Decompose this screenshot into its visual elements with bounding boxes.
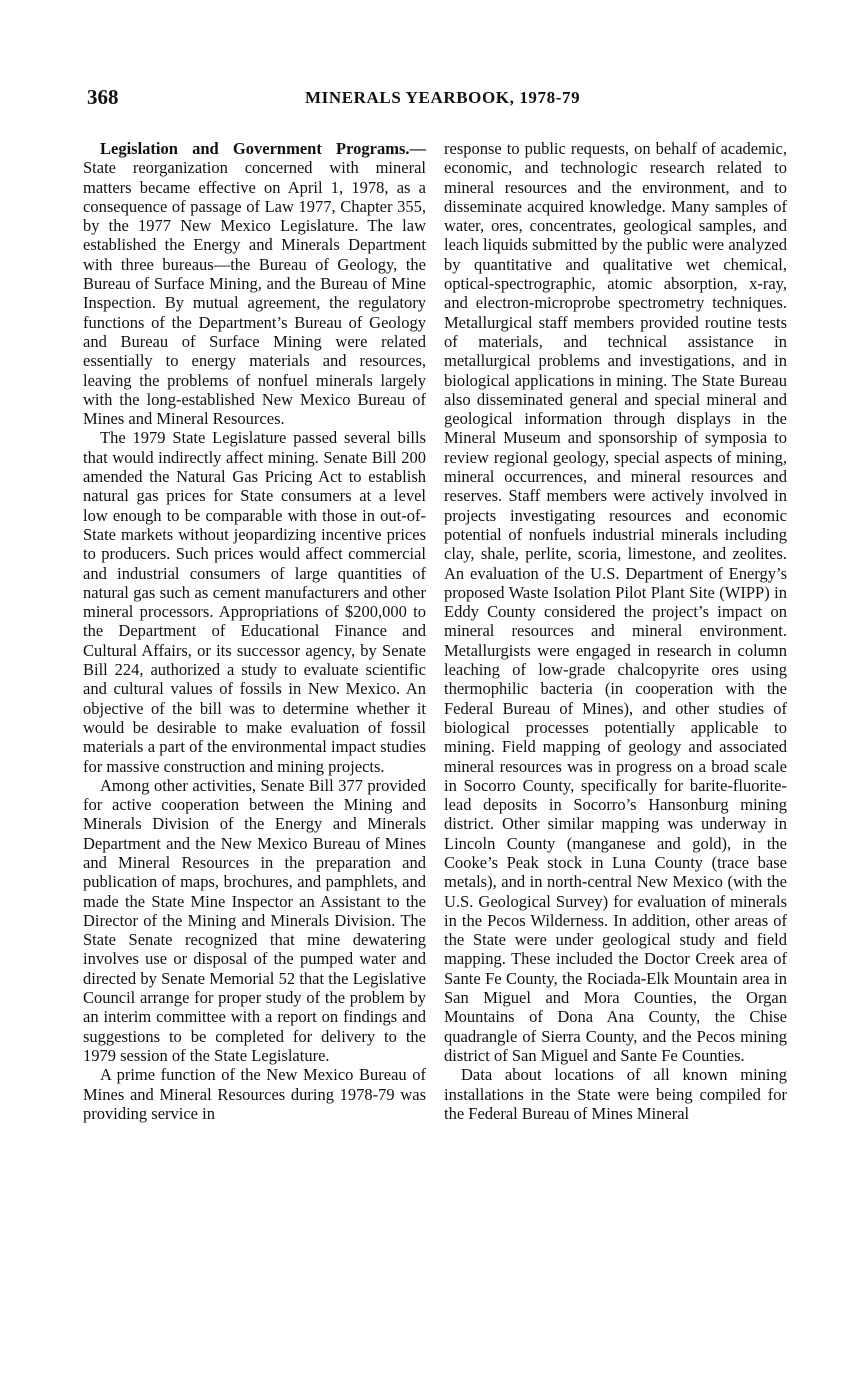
paragraph-legislation	[83, 139, 426, 428]
paragraph-mining-installations: Data about locations of all known mining installations in the State were being compiled for the Federal Bureau of Mines Mineral	[444, 1065, 787, 1123]
page-number: 368	[87, 85, 119, 109]
paragraph-prime-function-continued: response to public requests, on behalf of academic, economic, and technologic research related to mineral resources and the environment, and to disseminate acquired knowledge. Many samples of water, ores, concentrates, geological samples, and leach liquids submitted by the public were analyzed by quantitative and qualitative wet chemical, optical-spectrographic, atomic absorption, x-ray, and electron-microprobe spectrometry techniques. Metallurgical staff members provided routine tests of materials, and technical assistance in metallurgical problems and investigations, and in biological applications in mining. The State Bureau also disseminated general and special mineral and geological information through displays in the Mineral Museum and sponsorship of symposia to review regional geology, special aspects of mining, mineral occurrences, and mineral resources and reserves. Staff members were actively involved in projects investigating resources and economic potential of nonfuels industrial minerals including clay, shale, perlite, scoria, limestone, and zeolites. An evaluation of the U.S. Department of Energy’s proposed Waste Isolation Pilot Plant Site (WIPP) in Eddy County considered the project’s impact on mineral resources and mineral environment. Metallurgists were engaged in research in column leaching of low-grade chalcopyrite ores using thermophilic bacteria (in cooperation with the Federal Bureau of Mines), and other studies of biological processes potentially applicable to mining. Field mapping of geology and associated mineral resources was in progress on a broad scale in Socorro County, specifically for barite-fluorite-lead deposits in Socorro’s Hansonburg mining district. Other similar mapping was underway in Lincoln County (manganese and gold), in the Cooke’s Peak stock in Luna County (trace base metals), and in north-central New Mexico (with the U.S. Geological Survey) for evaluation of minerals in the Pecos Wilderness. In addition, other areas of the State were under geological study and field mapping. These included the Doctor Creek area of Sante Fe County, the Rociada-Elk Mountain area in San Miguel and Mora Counties, the Organ Mountains of Dona Ana County, the Chise quadrangle of Sierra County, and the Pecos mining district of San Miguel and Sante Fe Counties.	[444, 139, 787, 1065]
running-head: MINERALS YEARBOOK, 1978-79	[305, 88, 581, 107]
paragraph-text: State reorganization concerned with mineral matters became effective on April 1, 1978, as a consequence of passage of Law 1977, Chapter 355, by the 1977 New Mexico Legislature. The law established the Energy and Minerals Department with three bureaus—the Bureau of Geology, the Bureau of Surface Mining, and the Bureau of Mine Inspection. By mutual agreement, the regulatory functions of the Department’s Bureau of Geology and Bureau of Surface Mining were related essentially to energy materials and resources, leaving the problems of nonfuel minerals largely with the long-established New Mexico Bureau of Mines and Mineral Resources.	[83, 158, 426, 429]
paragraph-prime-function: A prime function of the New Mexico Bureau of Mines and Mineral Resources during 1978-79 was providing service in	[83, 1065, 426, 1123]
page-header	[87, 85, 794, 115]
right-column	[444, 139, 787, 1123]
section-heading: Legislation and Government Programs.—	[100, 139, 426, 158]
paragraph-1979-legislature: The 1979 State Legislature passed several bills that would indirectly affect mining. Senate Bill 200 amended the Natural Gas Pricing Act to establish natural gas prices for State consumers at a level low enough to be comparable with those in out-of-State markets without jeopardizing incentive prices to producers. Such prices would affect commercial and industrial consumers of large quantities of natural gas such as cement manufacturers and other mineral processors. Appropriations of $200,000 to the Department of Educational Finance and Cultural Affairs, or its successor agency, by Senate Bill 224, authorized a study to evaluate scientific and cultural values of fossils in New Mexico. An objective of the bill was to determine whether it would be desirable to make evaluation of fossil materials a part of the environmental impact studies for massive construction and mining projects.	[83, 428, 426, 776]
left-column	[83, 139, 426, 1123]
paragraph-senate-bill-377: Among other activities, Senate Bill 377 provided for active cooperation between the Mining and Minerals Division of the Energy and Minerals Department and the New Mexico Bureau of Mines and Mineral Resources in the preparation and publication of maps, brochures, and pamphlets, and made the State Mine Inspector an Assistant to the Director of the Mining and Minerals Division. The State Senate recognized that mine dewatering involves use or disposal of the pumped water and directed by Senate Memorial 52 that the Legislative Council arrange for proper study of the problem by an interim committee with a report on findings and suggestions to be completed for delivery to the 1979 session of the State Legislature.	[83, 775, 426, 1065]
